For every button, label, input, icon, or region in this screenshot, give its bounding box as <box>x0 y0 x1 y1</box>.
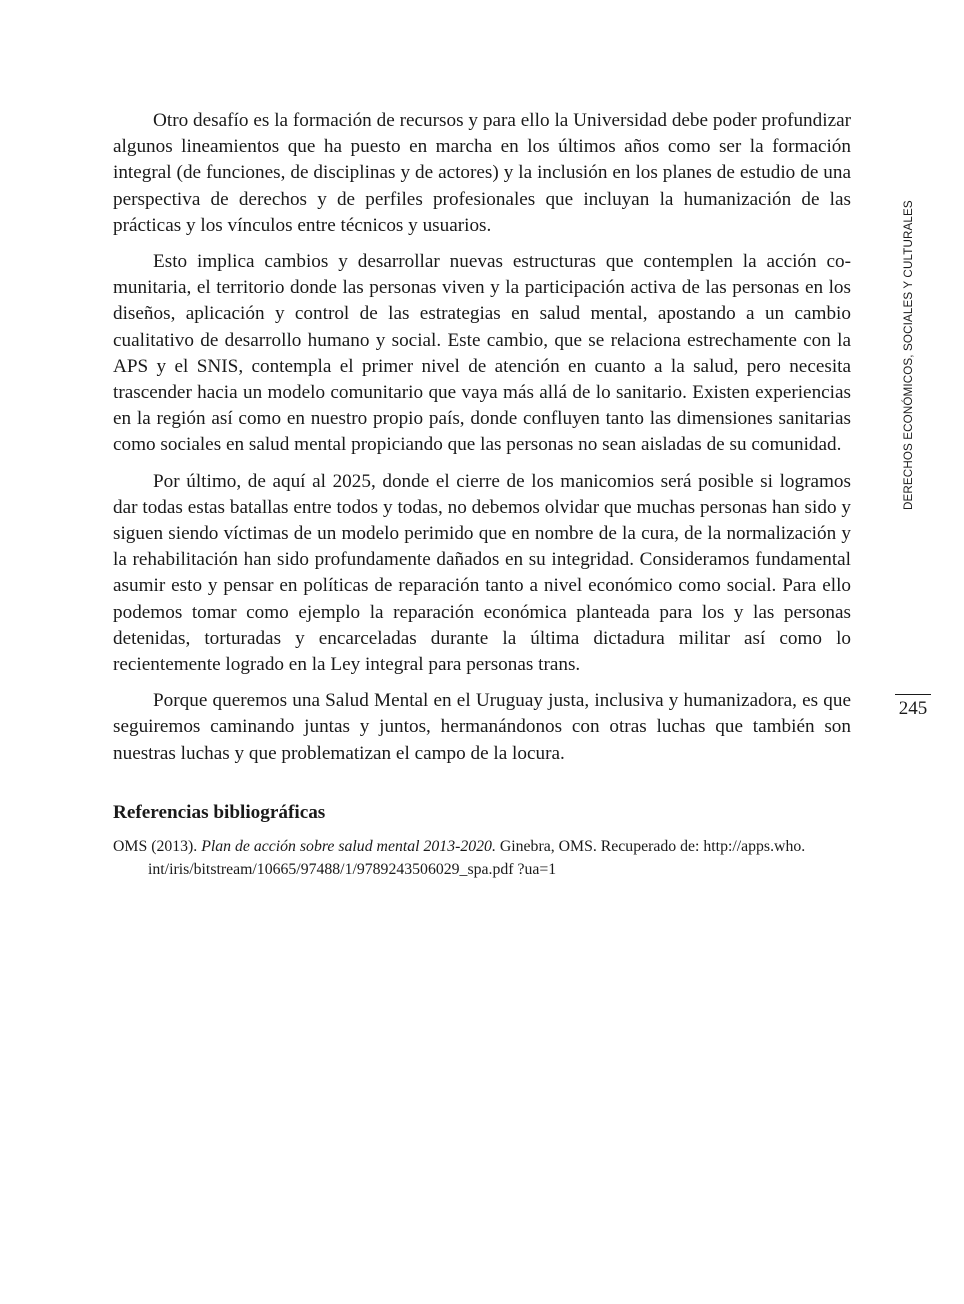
page-body <box>113 108 851 881</box>
reference-author-year: OMS (2013). <box>113 837 202 855</box>
running-head: DERECHOS ECONÓMICOS, SOCIALES Y CULTURALES <box>902 200 915 510</box>
page-number-rule <box>895 694 931 695</box>
reference-entry <box>113 835 851 881</box>
body-paragraph-1: Otro desafío es la formación de recursos y para ello la Universidad debe poder profundizar algunos lineamientos que ha puesto en marcha en los últimos años como ser la formación integral (de funciones, de disciplinas y de actores) y la inclusión en los planes de estudio de una perspectiva de derechos y de perfiles profesionales que incluyan la humanización de las prácticas y los vínculos entre técnicos y usuarios. <box>113 110 851 236</box>
reference-title: Plan de acción sobre salud mental 2013-2020. <box>201 837 496 855</box>
references-heading: Referencias bibliográficas <box>113 801 326 823</box>
body-paragraph-4: Porque queremos una Salud Mental en el Uruguay justa, inclusiva y humanizadora, es que seguiremos caminando juntas y juntos, hermanándonos con otras luchas que también son nuestras luchas y que problematizan el campo de la locura. <box>113 690 851 764</box>
body-paragraph-3: Por último, de aquí al 2025, donde el cierre de los manicomios será posible si logramos dar todas estas batallas entre todos y todas, no debemos olvidar que muchas personas han sido y siguen siendo víctimas de un modelo perimido que en nombre de la cura, de la normalización y la rehabilitación han sido profundamente dañados en su integridad. Consideramos fundamental asumir esto y pensar en políticas de reparación tanto a nivel económico como social. Para ello podemos tomar como ejemplo la reparación económica planteada para los y las personas detenidas, torturadas y encarceladas durante la última dictadura militar así como lo recientemente logrado en la Ley integral para personas trans. <box>113 470 851 676</box>
page-number: 245 <box>898 698 928 719</box>
body-paragraph-2: Esto implica cambios y desarrollar nuevas estructuras que contemplen la acción comunitaria, el territorio donde las personas viven y la participación activa de las personas en los diseños, aplicación y control de las estrategias en salud mental, apostando a un cambio cualitativo de desarrollo humano y social. Este cambio, que se relaciona estrechamente con la APS y el SNIS, contempla el primer nivel de atención en cuanto a la salud, pero necesita trascender hacia un modelo comunitario que vaya más allá de lo sanitario. Existen experiencias en la región así como en nuestro propio país, donde confluyen tanto las dimensiones sanitarias como sociales en salud mental propiciando que las personas no sean aisladas de su comunidad. <box>113 251 851 456</box>
reference-source: Ginebra, OMS. Recuperado de: http://apps.who.​int/iris/bitstream/10665/97488/1/9789243506029_spa.pdf ?ua=1 <box>148 837 806 878</box>
